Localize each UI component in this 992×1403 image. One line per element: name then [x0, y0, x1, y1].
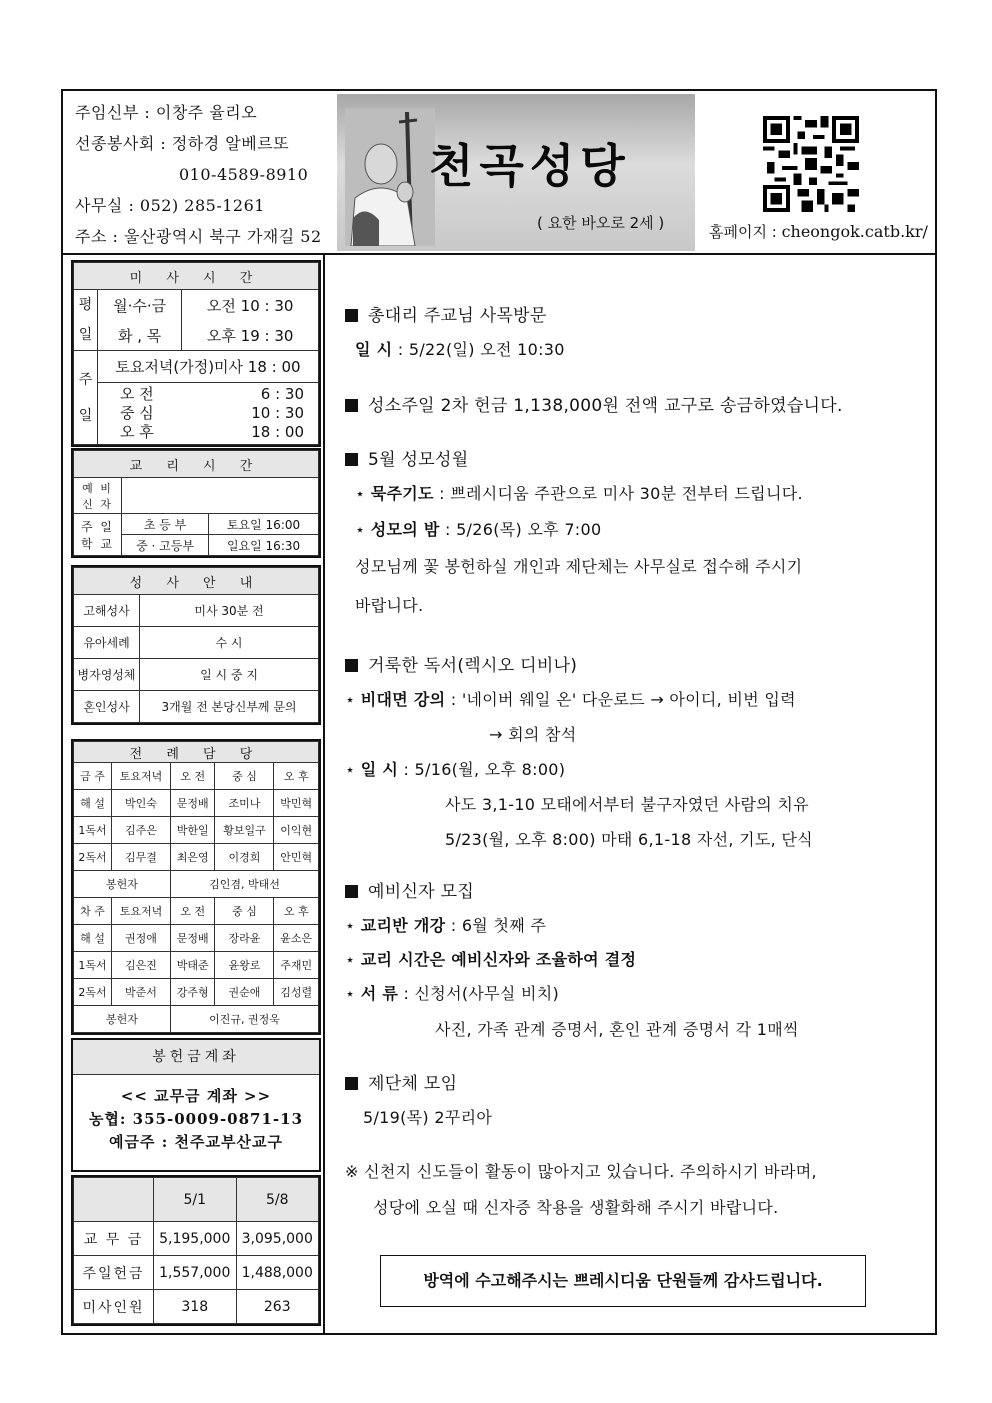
school-time: 일요일 16:30 [209, 535, 319, 556]
catechumen-label: 예 비 신 자 [74, 478, 122, 514]
notice-title: 거룩한 독서(렉시오 디비나) [368, 656, 578, 676]
church-banner [337, 94, 695, 251]
notice-label: 교리반 개강 [360, 916, 446, 935]
notice-line: 사진, 가족 관계 증명서, 혼인 관계 증명서 각 1매씩 [435, 1020, 799, 1039]
notice-line: 사도 3,1-10 모태에서부터 불구자였던 사람의 치유 [445, 795, 809, 814]
qr-code-icon [763, 116, 859, 212]
notice-line: → 회의 참석 [489, 725, 577, 744]
catechumen-time [122, 478, 319, 514]
square-bullet-icon [345, 659, 358, 672]
homepage-label: 홈페이지 : [709, 223, 782, 241]
offerings-label: 주일헌금 [74, 1256, 154, 1290]
offerings-value: 3,095,000 [236, 1222, 319, 1256]
sacrament-name: 고해성사 [74, 595, 140, 627]
notice-line: 성모님께 꽃 봉헌하실 개인과 제단체는 사무실로 접수해 주시기 [355, 557, 803, 576]
notice-heading [345, 651, 577, 676]
notice-title: 제단체 모임 [368, 1074, 458, 1094]
offering-persons: 이진규, 권정욱 [170, 1006, 318, 1033]
office-phone: 사무실 : 052) 285-1261 [75, 196, 265, 215]
notice-label: 서 류 [360, 984, 399, 1003]
offerings-date: 5/8 [236, 1178, 319, 1222]
sunday-mass-row [98, 385, 318, 404]
warning-line: ※ 신천지 신도들이 활동이 많아지고 있습니다. 주의하시기 바라며, [345, 1162, 817, 1181]
left-sidebar [63, 255, 325, 1333]
square-bullet-icon [345, 1077, 358, 1090]
liturgy-box [71, 739, 321, 1035]
notice-text: : '네이버 웨일 온' 다운로드 → 아이디, 비번 입력 [445, 690, 796, 709]
account-details [73, 1075, 319, 1154]
offerings-value: 1,488,000 [236, 1256, 319, 1290]
liturgy-person: 권순애 [215, 979, 274, 1006]
liturgy-header-cell: 오 전 [170, 898, 215, 925]
notice-label: 비대면 강의 [360, 690, 446, 709]
liturgy-role: 해 설 [74, 790, 112, 817]
notice-line: ⋆ 묵주기도 : 쁘레시디움 주관으로 미사 30분 전부터 드립니다. [355, 484, 803, 503]
offering-persons: 김인겸, 박태선 [170, 871, 318, 898]
liturgy-person: 장라윤 [215, 925, 274, 952]
account-title: 봉헌금계좌 [73, 1040, 319, 1075]
saturday-vigil: 토요저녁(가정)미사 18 : 00 [98, 351, 319, 383]
warning-line: 성당에 오실 때 신자증 착용을 생활화해 주시기 바랍니다. [373, 1198, 779, 1217]
liturgy-person: 황보일구 [215, 817, 274, 844]
offerings-value: 1,557,000 [154, 1256, 237, 1290]
notice-heading [345, 301, 547, 326]
notice-line: ⋆ 일 시 : 5/16(월, 오후 8:00) [345, 760, 566, 779]
liturgy-person: 박태준 [170, 952, 215, 979]
notice-line: ⋆ 성모의 밤 : 5/26(목) 오후 7:00 [355, 520, 602, 539]
notice-label: 일 시 [355, 340, 393, 359]
sacrament-value: 일 시 중 지 [140, 659, 319, 691]
notice-line: 5/19(목) 2꾸리아 [363, 1108, 493, 1127]
liturgy-header-cell: 오 전 [170, 763, 215, 790]
weekday-days: 화 , 목 [98, 320, 182, 351]
bulletin-header [63, 91, 935, 255]
sunday-label: 주일 [74, 351, 98, 445]
liturgy-header-cell: 토요저녁 [112, 898, 171, 925]
notice-label: 교리 시간은 예비신자와 조율하여 결정 [360, 950, 637, 969]
liturgy-person: 김은진 [112, 952, 171, 979]
sacrament-value: 수 시 [140, 627, 319, 659]
liturgy-person: 이익현 [274, 817, 319, 844]
offerings-table [73, 1177, 319, 1324]
offerings-label: 미사인원 [74, 1290, 154, 1324]
weekday-days: 월·수·금 [98, 290, 182, 321]
liturgy-person: 박한일 [170, 817, 215, 844]
notice-heading [345, 391, 843, 416]
liturgy-person: 권정애 [112, 925, 171, 952]
church-info [75, 97, 322, 252]
mass-times-box [71, 260, 321, 447]
account-holder: 예금주 : 천주교부산교구 [109, 1133, 283, 1151]
offerings-box [71, 1175, 321, 1326]
school-dept: 중 · 고등부 [122, 535, 209, 556]
liturgy-header-cell: 오 후 [274, 898, 319, 925]
notices-column [327, 255, 935, 1333]
catechism-box [71, 448, 321, 558]
sunday-mass-name: 오 후 [120, 423, 154, 441]
liturgy-person: 윤소은 [274, 925, 319, 952]
liturgy-person: 김주은 [112, 817, 171, 844]
liturgy-person: 김성렬 [274, 979, 319, 1006]
sacraments-box [71, 565, 321, 725]
notice-text: : 5/26(목) 오후 7:00 [439, 520, 602, 539]
sacrament-name: 유아세례 [74, 627, 140, 659]
sunday-mass-name: 중 심 [120, 404, 154, 422]
notice-text: : 쁘레시디움 주관으로 미사 30분 전부터 드립니다. [433, 484, 803, 503]
sacrament-value: 미사 30분 전 [140, 595, 319, 627]
notice-label: 묵주기도 [370, 484, 434, 503]
liturgy-person: 박준서 [112, 979, 171, 1006]
liturgy-role: 1독서 [74, 952, 112, 979]
liturgy-table [73, 741, 319, 1033]
notice-title: 총대리 주교님 사목방문 [368, 306, 547, 326]
sacrament-name: 병자영성체 [74, 659, 140, 691]
address: 주소 : 울산광역시 북구 가재길 52 [75, 227, 322, 246]
sunday-mass-row [98, 423, 318, 442]
offering-label: 봉헌자 [74, 871, 171, 898]
notice-heading [345, 877, 474, 902]
notice-text: : 5/22(일) 오전 10:30 [392, 340, 565, 359]
square-bullet-icon [345, 885, 358, 898]
offerings-label: 교 무 금 [74, 1222, 154, 1256]
offering-label: 봉헌자 [74, 1006, 171, 1033]
liturgy-person: 주재민 [274, 952, 319, 979]
church-name: 천곡성당 [429, 139, 631, 193]
liturgy-role: 2독서 [74, 844, 112, 871]
liturgy-person: 조미나 [215, 790, 274, 817]
liturgy-person: 안민혁 [274, 844, 319, 871]
notice-line: 5/23(월, 오후 8:00) 마태 6,1-18 자선, 기도, 단식 [445, 830, 813, 849]
liturgy-person: 윤왕로 [215, 952, 274, 979]
account-line: << 교무금 계좌 >> [120, 1087, 272, 1105]
notice-label: 일 시 [360, 760, 399, 779]
liturgy-role: 해 설 [74, 925, 112, 952]
sunday-mass-row [98, 404, 318, 423]
notice-line: ⋆ 교리반 개강 : 6월 첫째 주 [345, 916, 547, 935]
offerings-date: 5/1 [154, 1178, 237, 1222]
notice-text: : 신청서(사무실 비치) [398, 984, 560, 1003]
mass-times-title: 미 사 시 간 [74, 263, 319, 290]
mass-times-table [73, 262, 319, 445]
square-bullet-icon [345, 309, 358, 322]
notice-title: 5월 성모성월 [368, 450, 469, 470]
bulletin-frame [61, 89, 937, 1335]
notice-title: 예비신자 모집 [368, 882, 475, 902]
liturgy-header-cell: 오 후 [274, 763, 319, 790]
catechism-title: 교 리 시 간 [74, 451, 319, 478]
notice-line: ⋆ 서 류 : 신청서(사무실 비치) [345, 984, 560, 1003]
school-dept: 초 등 부 [122, 514, 209, 535]
liturgy-person: 최은영 [170, 844, 215, 871]
notice-label: 성모의 밤 [370, 520, 440, 539]
square-bullet-icon [345, 453, 358, 466]
weekday-time: 오전 10 : 30 [182, 290, 319, 321]
council-line: 선종봉사회 : 정하경 알베르또 [75, 134, 290, 153]
offerings-value: 318 [154, 1290, 237, 1324]
sacrament-name: 혼인성사 [74, 691, 140, 723]
liturgy-header-cell: 중 심 [215, 763, 274, 790]
offerings-value: 5,195,000 [154, 1222, 237, 1256]
sunday-mass-time: 18 : 00 [251, 423, 304, 441]
square-bullet-icon [345, 399, 358, 412]
liturgy-person: 김무결 [112, 844, 171, 871]
pope-image [345, 108, 435, 246]
liturgy-person: 박인숙 [112, 790, 171, 817]
catechism-table [73, 450, 319, 556]
sunday-mass-name: 오 전 [120, 385, 154, 403]
notice-line: ⋆ 비대면 강의 : '네이버 웨일 온' 다운로드 → 아이디, 비번 입력 [345, 690, 796, 709]
sacrament-value: 3개월 전 본당신부께 문의 [140, 691, 319, 723]
liturgy-title: 전 례 담 당 [74, 742, 319, 763]
liturgy-person: 이경희 [215, 844, 274, 871]
notice-heading [345, 1069, 457, 1094]
liturgy-person: 문정배 [170, 925, 215, 952]
notice-line: 바랍니다. [355, 596, 424, 615]
sunday-school-label: 주 일 학 교 [74, 514, 122, 556]
patron-saint: ( 요한 바오로 2세 ) [537, 214, 665, 232]
notice-line [355, 337, 565, 360]
notice-heading [345, 445, 468, 470]
pastor-line: 주임신부 : 이창주 율리오 [75, 103, 258, 122]
account-number: 농협: 355-0009-0871-13 [88, 1110, 304, 1128]
thanks-box: 방역에 수고해주시는 쁘레시디움 단원들께 감사드립니다. [380, 1255, 866, 1307]
liturgy-person: 박민혁 [274, 790, 319, 817]
offerings-corner [74, 1178, 154, 1222]
liturgy-person: 강주형 [170, 979, 215, 1006]
notice-text: : 6월 첫째 주 [445, 916, 547, 935]
liturgy-header-cell: 금 주 [74, 763, 112, 790]
weekday-label: 평일 [74, 290, 98, 351]
liturgy-header-cell: 중 심 [215, 898, 274, 925]
school-time: 토요일 16:00 [209, 514, 319, 535]
sacraments-title: 성 사 안 내 [74, 568, 319, 595]
liturgy-person: 문정배 [170, 790, 215, 817]
sunday-mass-time: 10 : 30 [251, 404, 304, 422]
liturgy-header-cell: 차 주 [74, 898, 112, 925]
sacraments-table [73, 567, 319, 723]
homepage-url[interactable]: cheongok.catb.kr/ [781, 222, 928, 241]
notice-title: 성소주일 2차 헌금 1,138,000원 전액 교구로 송금하였습니다. [368, 396, 843, 416]
notice-text: : 5/16(월, 오후 8:00) [398, 760, 566, 779]
liturgy-header-cell: 토요저녁 [112, 763, 171, 790]
weekday-time: 오후 19 : 30 [182, 320, 319, 351]
liturgy-role: 2독서 [74, 979, 112, 1006]
offerings-value: 263 [236, 1290, 319, 1324]
homepage-link[interactable] [709, 221, 928, 242]
sunday-mass-time: 6 : 30 [260, 385, 304, 403]
notice-line: ⋆ 교리 시간은 예비신자와 조율하여 결정 [345, 950, 637, 969]
council-phone: 010-4589-8910 [179, 165, 309, 184]
liturgy-role: 1독서 [74, 817, 112, 844]
account-box [71, 1038, 321, 1172]
